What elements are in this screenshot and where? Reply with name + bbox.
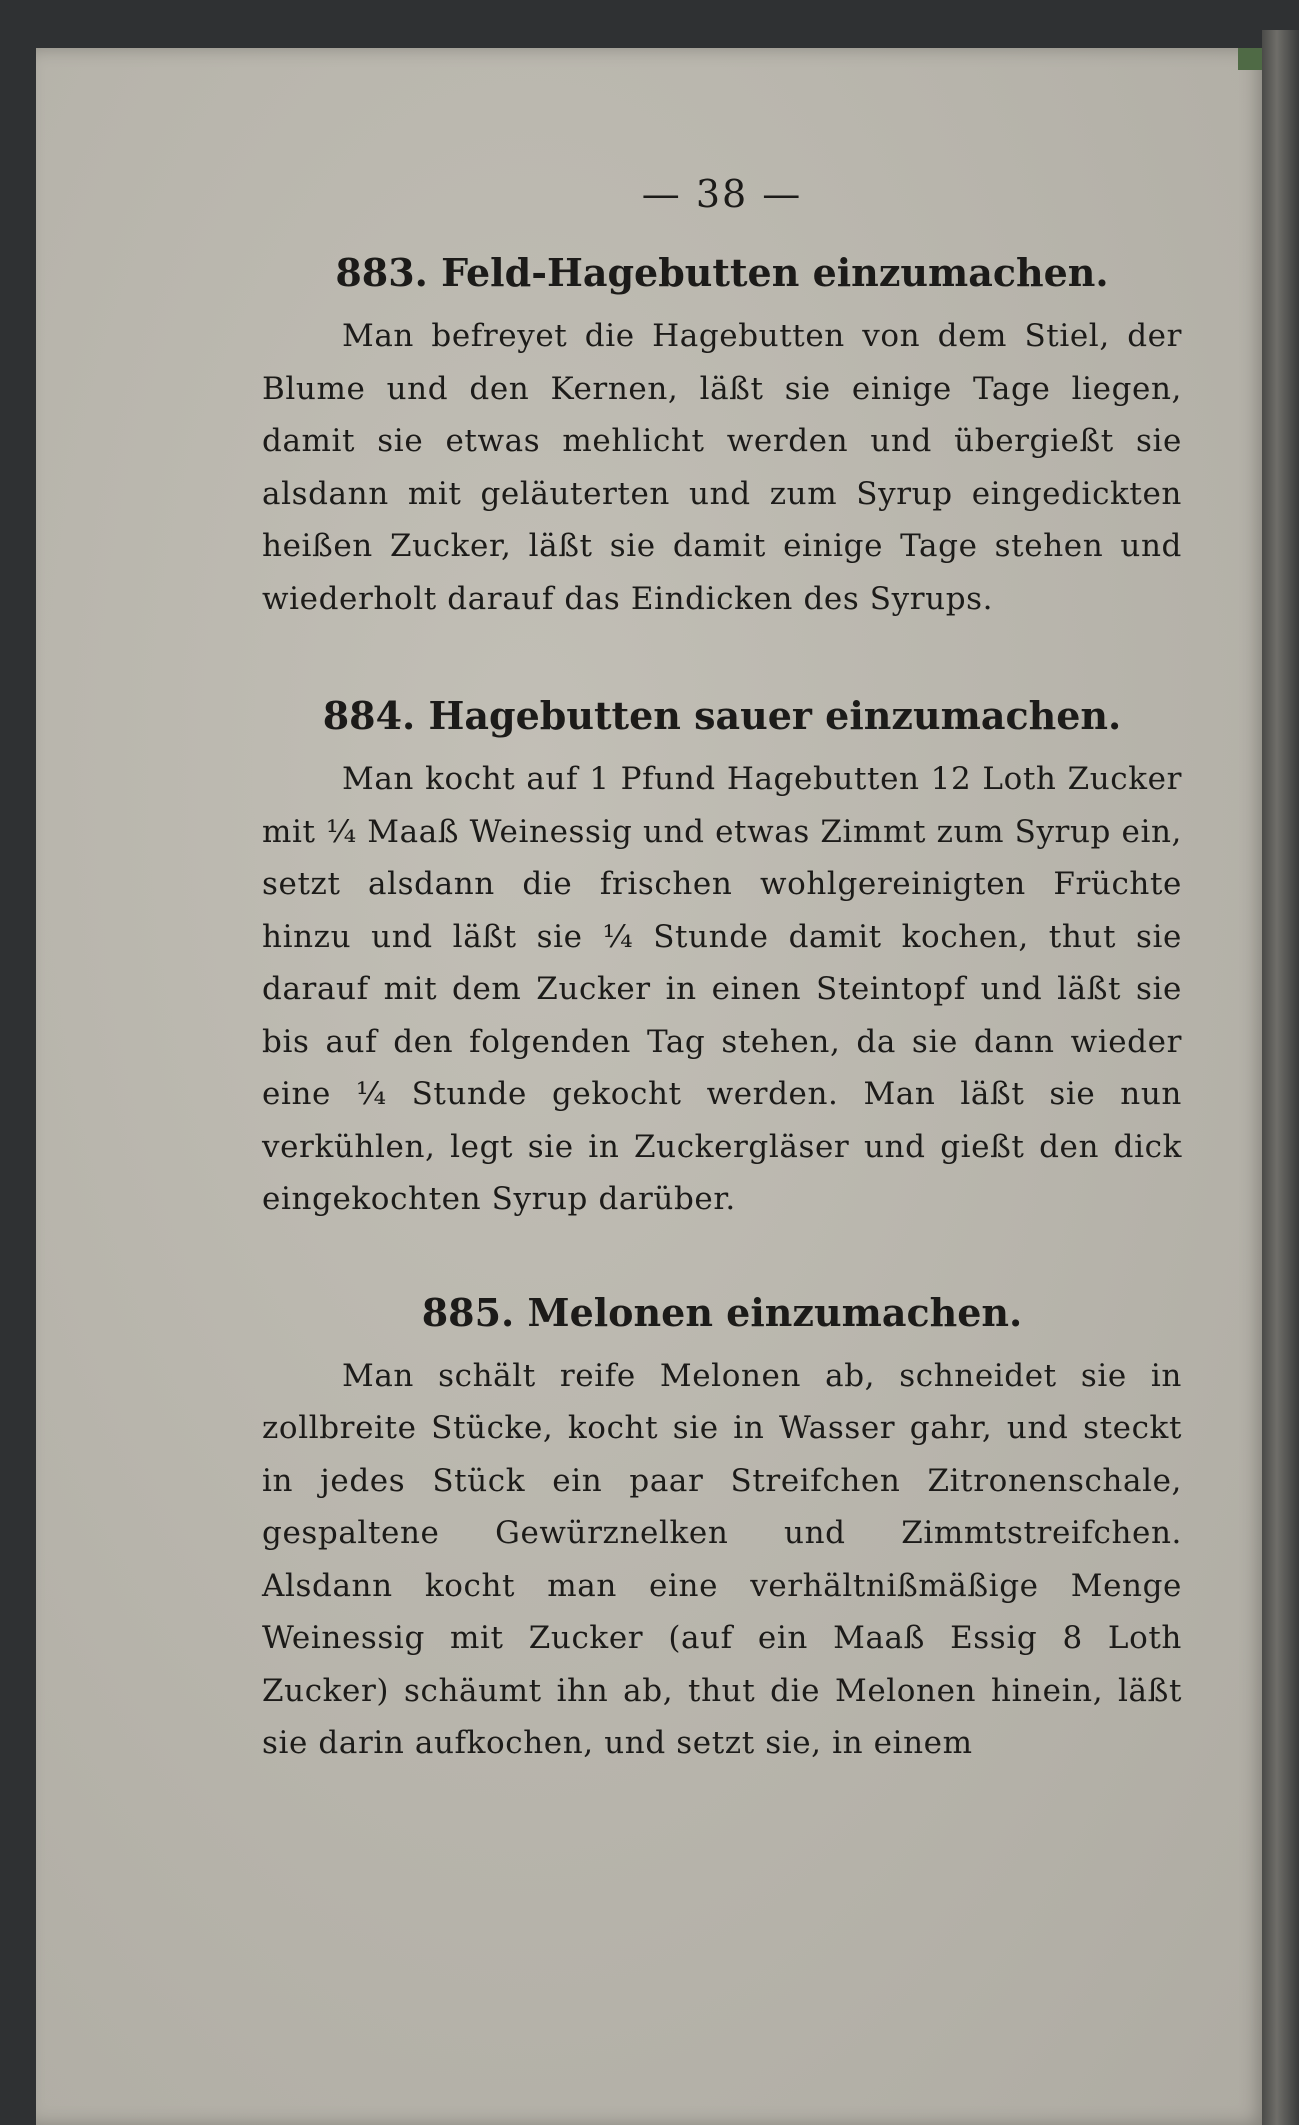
- book-gutter: [1262, 30, 1299, 2125]
- recipe-text: Man befreyet die Hagebutten von dem Stiel, der Blume und den Kernen, läßt sie einige Tage liegen, damit sie etwas mehlicht werden und übergießt sie alsdann mit geläuterten und zum Syrup eingedickten heißen Zucker, läßt sie damit einige Tage stehen und wiederholt darauf das Eindicken des Syrups.: [262, 318, 1182, 617]
- page-number: — 38 —: [641, 172, 803, 216]
- recipe-884: [262, 689, 1182, 1226]
- page-content: [262, 160, 1182, 1834]
- recipe-883: [262, 246, 1182, 625]
- recipe-text: Man schält reife Melonen ab, schneidet sie in zollbreite Stücke, kocht sie in Wasser gahr, und steckt in jedes Stück ein paar Streifchen Zitronenschale, gespaltene Gewürznelken und Zimmtstreifchen. Alsdann kocht man eine verhältnißmäßige Menge Weinessig mit Zucker (auf ein Maaß Essig 8 Loth Zucker) schäumt ihn ab, thut die Melonen hinein, läßt sie darin aufkochen, und setzt sie, in einem: [262, 1357, 1182, 1761]
- recipe-heading: 885. Melonen einzumachen.: [421, 1289, 1023, 1335]
- recipe-heading: 884. Hagebutten sauer einzumachen.: [322, 693, 1122, 738]
- recipe-heading: 883. Feld-Hagebutten einzumachen.: [335, 250, 1109, 295]
- recipe-text: Man kocht auf 1 Pfund Hagebutten 12 Loth Zucker mit ¼ Maaß Weinessig und etwas Zimmt zum Syrup ein, setzt alsdann die frischen wohlgereinigten Früchte hinzu und läßt sie ¼ Stunde damit kochen, thut sie darauf mit dem Zucker in einen Steintopf und läßt sie bis auf den folgenden Tag stehen, da sie dann wieder eine ¼ Stunde gekocht werden. Man läßt sie nun verkühlen, legt sie in Zuckergläser und gießt den dick eingekochten Syrup darüber.: [262, 761, 1182, 1217]
- recipe-885: [262, 1286, 1182, 1770]
